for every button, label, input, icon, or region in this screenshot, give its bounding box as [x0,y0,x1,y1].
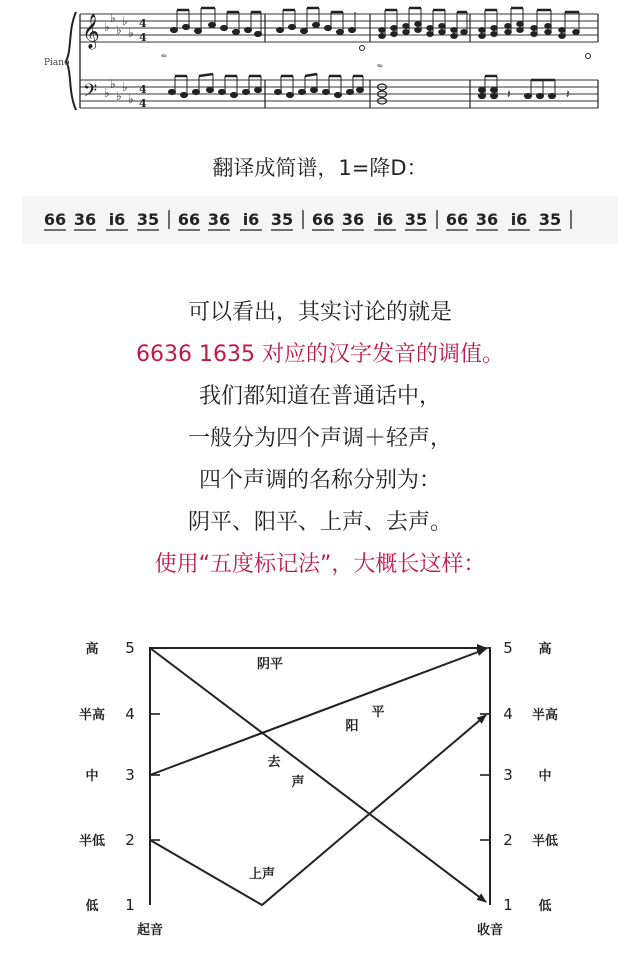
measure-1-treble-notes [171,8,262,37]
tone-line-qusheng [150,648,486,902]
tone-label-yinping: 阴平 [256,657,284,672]
svg-text:♭: ♭ [122,80,128,94]
jianpu-group: 66 [43,210,67,229]
level-name-left: 中 [85,769,99,784]
start-axis-label: 起音 [136,923,164,938]
level-number-left: 2 [125,831,135,849]
jianpu-group: 36 [207,210,231,229]
level-name-right: 高 [538,642,552,657]
level-name-left: 半低 [78,834,106,849]
level-number-right: 4 [503,705,513,723]
tone-label-qusheng: 去 [267,755,281,770]
level-name-right: 低 [538,899,552,914]
level-name-right: 半低 [531,834,559,849]
jianpu-group: 66 [311,210,335,229]
explanation-line-1: 可以看出，其实讨论的就是 [187,300,452,325]
jianpu-group: 66 [177,210,201,229]
svg-text:4: 4 [139,17,147,30]
jianpu-group: 66 [445,210,469,229]
svg-text:♭: ♭ [116,89,122,103]
svg-text:4: 4 [139,83,147,96]
level-number-right: 3 [503,766,513,784]
explanation-line-4: 一般分为四个声调＋轻声， [187,426,452,451]
tone-line-shangsheng [150,715,486,905]
treble-clef-icon: 𝄞 [82,14,100,49]
sheet-music [0,0,640,122]
level-number-left: 5 [125,639,135,657]
svg-text:𝄽: 𝄽 [507,87,511,101]
jianpu-group: 35 [404,210,428,229]
tone-label-yangping: 平 [371,705,385,720]
level-name-left: 高 [85,642,99,657]
explanation-line-7-highlight: 使用“五度标记法”，大概长这样： [154,552,486,577]
svg-text:♭: ♭ [122,14,128,28]
svg-text:♭: ♭ [128,92,134,106]
explanation-line-5: 四个声调的名称分别为： [198,468,441,493]
explanation-line-6: 阴平、阳平、上声、去声。 [187,510,452,535]
pedal-mark-1: 𝆮 [160,53,166,63]
level-number-right: 5 [503,639,513,657]
explanation-line-3: 我们都知道在普通话中， [198,384,441,409]
end-axis-label: 收音 [476,923,504,938]
level-number-right: 2 [503,831,513,849]
svg-text:♭: ♭ [110,11,116,25]
instrument-label: Piano [44,58,70,68]
level-name-right: 半高 [531,708,559,723]
tone-label-qusheng: 声 [291,775,305,790]
axis-ticks [150,648,490,840]
sheet-music-graphic [0,0,640,122]
svg-text:𝄽: 𝄽 [566,87,570,101]
svg-text:♭: ♭ [104,86,110,100]
level-name-left: 低 [85,899,99,914]
key-signature-flats [104,11,134,106]
jianpu-group: i6 [242,210,260,229]
explanation-line-2-highlight: 6636 1635 对应的汉字发音的调值。 [136,342,504,367]
measure-4-treble-chords [479,8,591,59]
tone-diagram [0,600,640,962]
svg-text:4: 4 [139,97,147,110]
jianpu-group: i6 [510,210,528,229]
jianpu-group: i6 [376,210,394,229]
svg-text:4: 4 [139,31,147,44]
level-number-right: 1 [503,896,513,914]
pedal-mark-2: 𝆮 [376,63,382,73]
translation-title: 翻译成简谱，1=降D： [212,156,428,180]
explanation-text [0,292,640,586]
level-number-left: 3 [125,766,135,784]
tone-line-yangping [150,649,486,775]
jianpu-group: 36 [341,210,365,229]
jianpu-group: 35 [136,210,160,229]
jianpu-group: 35 [270,210,294,229]
svg-text:♭: ♭ [104,20,110,34]
measure-3-treble-chords [379,8,468,39]
level-name-left: 半高 [78,708,106,723]
jianpu-group: i6 [108,210,126,229]
level-number-left: 4 [125,705,135,723]
jianpu-group: 35 [538,210,562,229]
jianpu-group: 36 [475,210,499,229]
svg-text:♭: ♭ [116,23,122,37]
jianpu-group: 36 [73,210,97,229]
svg-text:♭: ♭ [128,26,134,40]
jianpu-notation [35,205,595,235]
level-number-left: 1 [125,896,135,914]
tone-label-yangping: 阳 [345,719,359,734]
bass-clef-icon: 𝄢 [83,81,98,106]
svg-text:♭: ♭ [110,77,116,91]
level-name-right: 中 [538,769,552,784]
tone-label-shangsheng: 上声 [248,867,276,882]
time-signature [139,17,147,110]
